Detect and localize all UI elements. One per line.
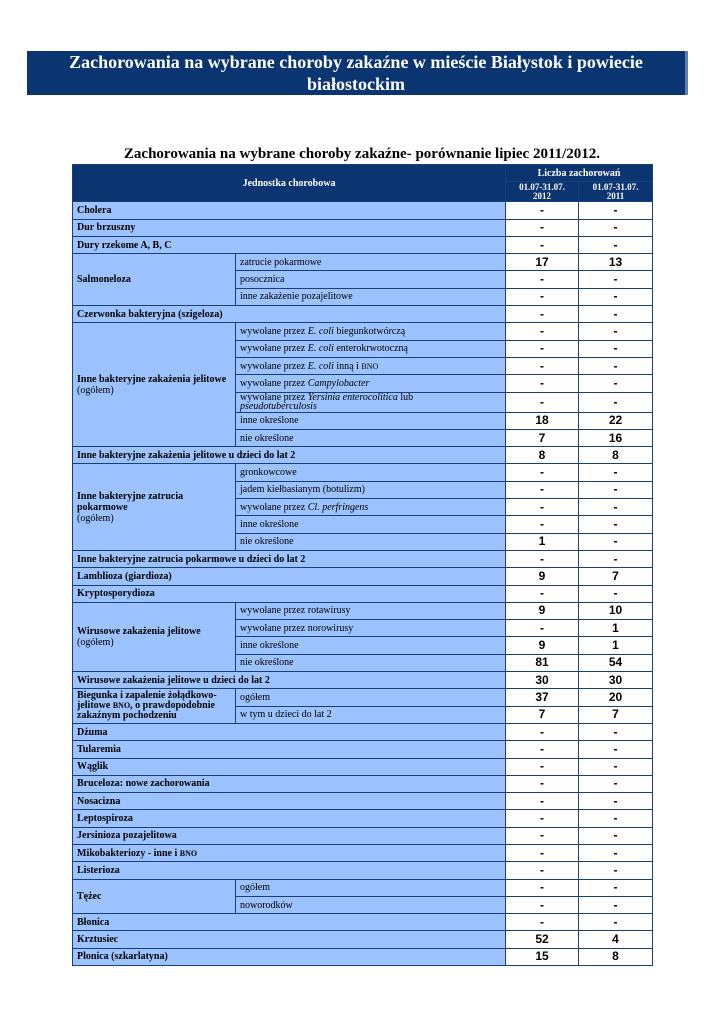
group-title: Inne bakteryjne zakażenia jelitowe bbox=[77, 373, 227, 385]
value-2011: - bbox=[579, 481, 653, 498]
sub-label-text: inną i bbox=[333, 360, 362, 372]
value-2012: - bbox=[506, 550, 579, 567]
value-2011: - bbox=[579, 793, 653, 810]
sub-label-text: wywołane przez bbox=[240, 501, 308, 513]
group-label bbox=[73, 323, 236, 447]
value-2012: - bbox=[506, 723, 579, 740]
sub-label: nie określone bbox=[236, 654, 506, 671]
sub-label: inne określone bbox=[236, 412, 506, 429]
value-2011: - bbox=[579, 533, 653, 550]
value-2011: - bbox=[579, 896, 653, 913]
row-label: Wirusowe zakażenia jelitowe u dzieci do lat 2 bbox=[73, 672, 506, 689]
value-2012: - bbox=[506, 357, 579, 374]
sub-label: inne zakażenie pozajelitowe bbox=[236, 288, 506, 305]
value-2011: - bbox=[579, 236, 653, 253]
value-2012: - bbox=[506, 827, 579, 844]
sub-label: noworodków bbox=[236, 896, 506, 913]
row-label: Wąglik bbox=[73, 758, 506, 775]
value-2011: - bbox=[579, 827, 653, 844]
table-row bbox=[73, 568, 653, 585]
value-2012: 8 bbox=[506, 447, 579, 464]
value-2011: - bbox=[579, 271, 653, 288]
group-label: Salmoneloza bbox=[73, 254, 236, 306]
table-row bbox=[73, 585, 653, 602]
header-unit: Jednostka chorobowa bbox=[73, 165, 506, 202]
row-label: Nosacizna bbox=[73, 793, 506, 810]
abbreviation: BNO bbox=[361, 361, 379, 371]
value-2011: - bbox=[579, 288, 653, 305]
sub-label: inne określone bbox=[236, 637, 506, 654]
table-row bbox=[73, 447, 653, 464]
value-2011: - bbox=[579, 862, 653, 879]
header-col-2011: 01.07-31.07. 2011 bbox=[579, 182, 653, 202]
organism-name: pseudotuberculosis bbox=[240, 401, 317, 413]
value-2012: - bbox=[506, 793, 579, 810]
row-label bbox=[73, 844, 506, 861]
table-row bbox=[73, 793, 653, 810]
row-label: Dur brzuszny bbox=[73, 219, 506, 236]
value-2011: - bbox=[579, 585, 653, 602]
value-2012: - bbox=[506, 775, 579, 792]
row-label: Bruceloza: nowe zachorowania bbox=[73, 775, 506, 792]
table-row bbox=[73, 758, 653, 775]
table-row bbox=[73, 550, 653, 567]
sub-label: w tym u dzieci do lat 2 bbox=[236, 706, 506, 723]
sub-label-text: wywołane przez bbox=[240, 326, 308, 338]
sub-label: ogółem bbox=[236, 879, 506, 896]
sub-label bbox=[236, 392, 506, 412]
group-title: Wirusowe zakażenia jelitowe bbox=[77, 625, 201, 637]
value-2012: - bbox=[506, 375, 579, 392]
value-2012: 7 bbox=[506, 429, 579, 446]
table-row bbox=[73, 602, 653, 619]
value-2011: - bbox=[579, 810, 653, 827]
organism-name: Yersinia enterocolitica bbox=[307, 392, 398, 404]
value-2011: 1 bbox=[579, 620, 653, 637]
value-2012: - bbox=[506, 236, 579, 253]
sub-label: nie określone bbox=[236, 533, 506, 550]
value-2012: 17 bbox=[506, 254, 579, 271]
table-row bbox=[73, 464, 653, 481]
sub-label: nie określone bbox=[236, 429, 506, 446]
value-2012: 18 bbox=[506, 412, 579, 429]
value-2011: - bbox=[579, 323, 653, 340]
sub-label-text: wywołane przez bbox=[240, 360, 308, 372]
row-label: Inne bakteryjne zakażenia jelitowe u dzieci do lat 2 bbox=[73, 447, 506, 464]
table-row bbox=[73, 862, 653, 879]
sub-label: wywołane przez rotawirusy bbox=[236, 602, 506, 619]
value-2012: - bbox=[506, 758, 579, 775]
row-label: Płonica (szkarlatyna) bbox=[73, 948, 506, 965]
value-2011: 54 bbox=[579, 654, 653, 671]
sub-label: jadem kiełbasianym (botulizm) bbox=[236, 481, 506, 498]
value-2012: 9 bbox=[506, 637, 579, 654]
value-2011: 8 bbox=[579, 447, 653, 464]
row-label: Dury rzekome A, B, C bbox=[73, 236, 506, 253]
value-2012: 52 bbox=[506, 931, 579, 948]
value-2011: - bbox=[579, 464, 653, 481]
table-row bbox=[73, 775, 653, 792]
value-2012: - bbox=[506, 323, 579, 340]
group-title: Biegunka i zapalenie żołądkowo-jelitowe bbox=[77, 690, 217, 712]
value-2011: - bbox=[579, 340, 653, 357]
value-2011: 7 bbox=[579, 706, 653, 723]
value-2011: - bbox=[579, 844, 653, 861]
value-2011: - bbox=[579, 758, 653, 775]
value-2012: 30 bbox=[506, 672, 579, 689]
value-2012: - bbox=[506, 879, 579, 896]
value-2011: 1 bbox=[579, 637, 653, 654]
value-2012: - bbox=[506, 844, 579, 861]
value-2012: - bbox=[506, 288, 579, 305]
value-2011: - bbox=[579, 723, 653, 740]
sub-label-text: lub bbox=[397, 392, 414, 404]
sub-label-text: wywołane przez bbox=[240, 392, 308, 404]
sub-label bbox=[236, 357, 506, 374]
group-label: Tężec bbox=[73, 879, 236, 914]
disease-table bbox=[72, 164, 653, 966]
row-label: Tularemia bbox=[73, 741, 506, 758]
table-caption: Zachorowania na wybrane choroby zakaźne- porównanie lipiec 2011/2012. bbox=[123, 146, 601, 162]
table-row bbox=[73, 306, 653, 323]
row-label: Lamblioza (giardioza) bbox=[73, 568, 506, 585]
organism-name: E. coli bbox=[307, 360, 334, 372]
table-row bbox=[73, 879, 653, 896]
sub-label: posocznica bbox=[236, 271, 506, 288]
value-2011: - bbox=[579, 775, 653, 792]
value-2012: - bbox=[506, 862, 579, 879]
value-2012: - bbox=[506, 271, 579, 288]
value-2011: - bbox=[579, 202, 653, 219]
value-2012: 9 bbox=[506, 602, 579, 619]
header-row bbox=[73, 165, 653, 182]
sub-label-text: enterokrwotoczną bbox=[333, 343, 408, 355]
value-2011: 22 bbox=[579, 412, 653, 429]
value-2012: 37 bbox=[506, 689, 579, 706]
value-2011: - bbox=[579, 375, 653, 392]
page-banner bbox=[27, 51, 688, 95]
value-2012: - bbox=[506, 585, 579, 602]
group-note: (ogółem) bbox=[77, 512, 114, 524]
value-2012: - bbox=[506, 306, 579, 323]
value-2011: - bbox=[579, 306, 653, 323]
value-2012: - bbox=[506, 810, 579, 827]
abbreviation: BNO bbox=[112, 701, 131, 711]
table-row bbox=[73, 219, 653, 236]
row-label: Błonica bbox=[73, 914, 506, 931]
sub-label bbox=[236, 340, 506, 357]
value-2012: - bbox=[506, 914, 579, 931]
value-2011: - bbox=[579, 392, 653, 412]
value-2011: 10 bbox=[579, 602, 653, 619]
row-label: Cholera bbox=[73, 202, 506, 219]
value-2011: 13 bbox=[579, 254, 653, 271]
value-2012: - bbox=[506, 464, 579, 481]
group-note: (ogółem) bbox=[77, 384, 114, 396]
group-label bbox=[73, 464, 236, 550]
table-row bbox=[73, 672, 653, 689]
sub-label bbox=[236, 499, 506, 516]
table-row bbox=[73, 689, 653, 706]
value-2011: 7 bbox=[579, 568, 653, 585]
sub-label: zatrucie pokarmowe bbox=[236, 254, 506, 271]
value-2012: 15 bbox=[506, 948, 579, 965]
row-label: Jersinioza pozajelitowa bbox=[73, 827, 506, 844]
table-row bbox=[73, 254, 653, 271]
group-title: Inne bakteryjne zatrucia pokarmowe bbox=[77, 490, 184, 513]
value-2012: - bbox=[506, 392, 579, 412]
table-row bbox=[73, 931, 653, 948]
table-row bbox=[73, 202, 653, 219]
row-label: Listerioza bbox=[73, 862, 506, 879]
value-2012: 9 bbox=[506, 568, 579, 585]
value-2012: - bbox=[506, 896, 579, 913]
value-2011: - bbox=[579, 879, 653, 896]
group-title: , o prawdopodobnie zakaźnym pochodzeniu bbox=[77, 700, 215, 722]
value-2011: 8 bbox=[579, 948, 653, 965]
value-2012: - bbox=[506, 516, 579, 533]
organism-name: Campylobacter bbox=[307, 377, 370, 389]
table-row bbox=[73, 844, 653, 861]
table-row bbox=[73, 827, 653, 844]
header-count: Liczba zachorowań bbox=[506, 165, 653, 182]
sub-label: ogółem bbox=[236, 689, 506, 706]
sub-label-text: wywołane przez bbox=[240, 377, 308, 389]
row-label: Krztusiec bbox=[73, 931, 506, 948]
group-note: (ogółem) bbox=[77, 636, 114, 648]
value-2011: 30 bbox=[579, 672, 653, 689]
value-2012: 7 bbox=[506, 706, 579, 723]
row-label: Inne bakteryjne zatrucia pokarmowe u dzieci do lat 2 bbox=[73, 550, 506, 567]
value-2011: 4 bbox=[579, 931, 653, 948]
sub-label bbox=[236, 323, 506, 340]
table-row bbox=[73, 948, 653, 965]
organism-name: E. coli bbox=[307, 343, 334, 355]
value-2011: - bbox=[579, 499, 653, 516]
table-row bbox=[73, 810, 653, 827]
value-2012: - bbox=[506, 499, 579, 516]
value-2011: - bbox=[579, 357, 653, 374]
organism-name: Cl. perfringens bbox=[307, 501, 369, 513]
header-col-2012: 01.07-31.07. 2012 bbox=[506, 182, 579, 202]
row-label: Dżuma bbox=[73, 723, 506, 740]
value-2011: 20 bbox=[579, 689, 653, 706]
value-2012: 1 bbox=[506, 533, 579, 550]
abbreviation: BNO bbox=[179, 848, 198, 858]
sub-label: inne określone bbox=[236, 516, 506, 533]
table-row bbox=[73, 914, 653, 931]
value-2011: - bbox=[579, 741, 653, 758]
organism-name: E. coli bbox=[307, 326, 334, 338]
table-row bbox=[73, 236, 653, 253]
row-label-text: Mikobakteriozy - inne i bbox=[77, 847, 180, 859]
sub-label-text: wywołane przez bbox=[240, 343, 308, 355]
value-2011: - bbox=[579, 914, 653, 931]
row-label: Czerwonka bakteryjna (szigeloza) bbox=[73, 306, 506, 323]
value-2012: - bbox=[506, 741, 579, 758]
value-2012: - bbox=[506, 481, 579, 498]
table-row bbox=[73, 741, 653, 758]
value-2011: - bbox=[579, 219, 653, 236]
sub-label-text: biegunkotwórczą bbox=[333, 326, 406, 338]
value-2011: - bbox=[579, 516, 653, 533]
table-row bbox=[73, 723, 653, 740]
value-2011: 16 bbox=[579, 429, 653, 446]
value-2012: - bbox=[506, 219, 579, 236]
value-2012: - bbox=[506, 340, 579, 357]
value-2012: - bbox=[506, 202, 579, 219]
group-label bbox=[73, 602, 236, 671]
group-label bbox=[73, 689, 236, 724]
sub-label bbox=[236, 375, 506, 392]
row-label: Kryptosporydioza bbox=[73, 585, 506, 602]
table-row bbox=[73, 323, 653, 340]
banner-title: Zachorowania na wybrane choroby zakaźne w mieście Białystok i powiecie białostockim bbox=[69, 52, 643, 94]
value-2012: - bbox=[506, 620, 579, 637]
value-2012: 81 bbox=[506, 654, 579, 671]
sub-label: wywołane przez norowirusy bbox=[236, 620, 506, 637]
sub-label: gronkowcowe bbox=[236, 464, 506, 481]
row-label: Leptospiroza bbox=[73, 810, 506, 827]
value-2011: - bbox=[579, 550, 653, 567]
